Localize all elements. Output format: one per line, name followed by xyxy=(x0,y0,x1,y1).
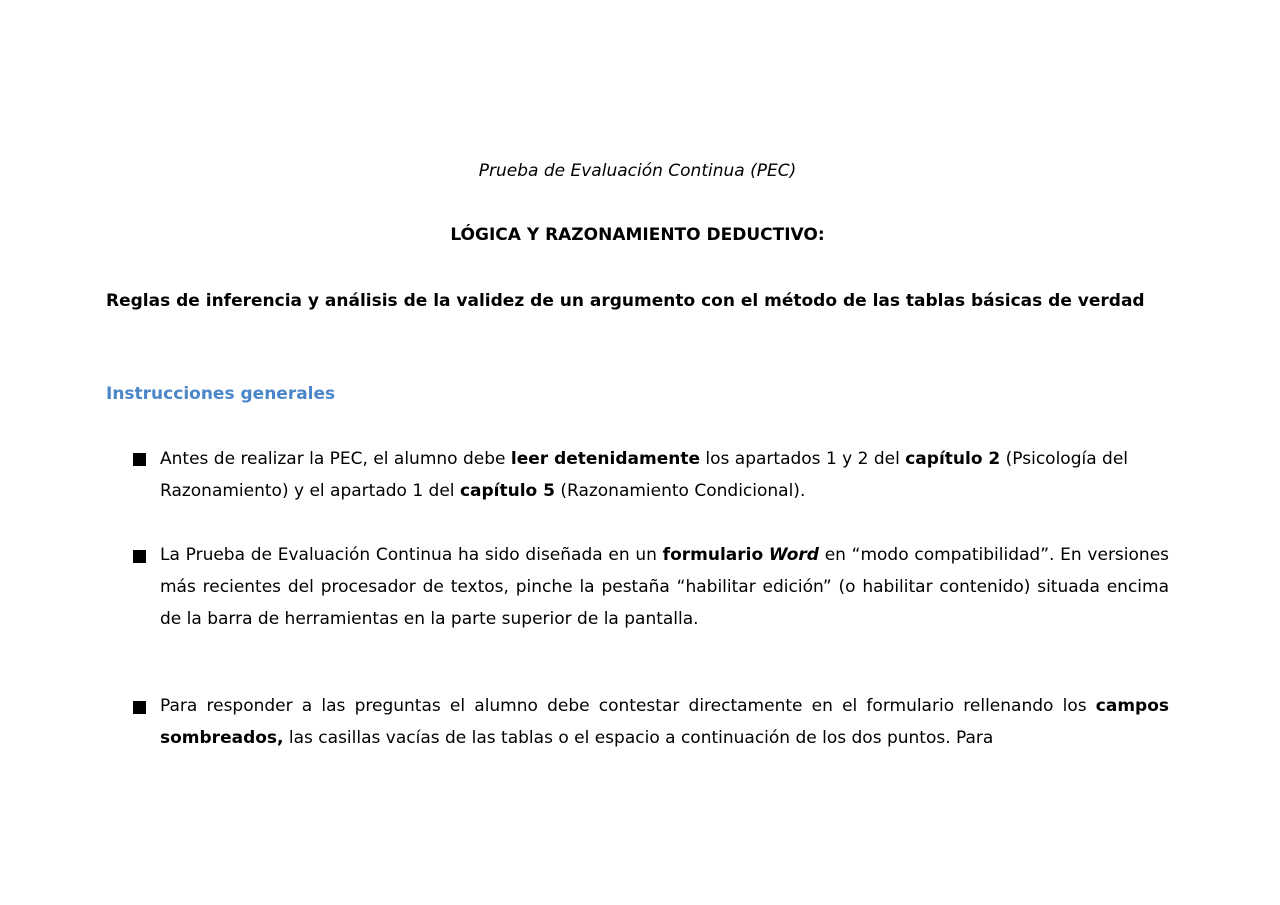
bullet-1-bold-1: leer detenidamente xyxy=(510,449,700,469)
bullet-1-text-4: (Razonamiento Condicional). xyxy=(554,481,806,501)
bullet-2-bold-1: formulario xyxy=(662,545,764,565)
section-heading: Reglas de inferencia y análisis de la validez de un argumento con el método de las tablas básicas de verdad xyxy=(106,291,1145,311)
bullet-3-bold-1: campos sombreados, xyxy=(160,696,1169,748)
square-bullet-icon xyxy=(133,701,146,714)
bullet-2-text-1: La Prueba de Evaluación Continua ha sido diseñada en un xyxy=(160,545,663,565)
bullet-item-1 xyxy=(160,443,1169,507)
bullet-3-text-1: Para responder a las preguntas el alumno debe contestar directamente en el formulario rellenando los xyxy=(160,696,1096,716)
bullet-1-bold-2: capítulo 2 xyxy=(905,449,1001,469)
bullet-item-2 xyxy=(160,539,1169,635)
square-bullet-icon xyxy=(133,550,146,563)
square-bullet-icon xyxy=(133,453,146,466)
instructions-heading: Instrucciones generales xyxy=(106,384,336,404)
bullet-1-bold-3: capítulo 5 xyxy=(459,481,555,501)
bullet-1-text-1: Antes de realizar la PEC, el alumno debe xyxy=(160,449,511,469)
bullet-item-3 xyxy=(160,690,1169,754)
bullet-1-text-2: los apartados 1 y 2 del xyxy=(700,449,906,469)
document-subtitle: Prueba de Evaluación Continua (PEC) xyxy=(478,161,797,181)
bullet-1-text-3: (Psicología del Razonamiento) y el apartado 1 del xyxy=(160,449,1129,501)
bullet-2-bold-italic-1: Word xyxy=(768,545,819,565)
bullet-2-text-2: en “modo compatibilidad”. En versiones más recientes del procesador de textos, pinche la pestaña “habilitar edición” (o habilitar contenido) situada encima de la barra de herramientas en la parte superior de la pantalla. xyxy=(160,545,1170,629)
bullet-3-text-2: las casillas vacías de las tablas o el espacio a continuación de los dos puntos. Para xyxy=(283,728,994,748)
document-title: LÓGICA Y RAZONAMIENTO DEDUCTIVO: xyxy=(450,225,825,245)
